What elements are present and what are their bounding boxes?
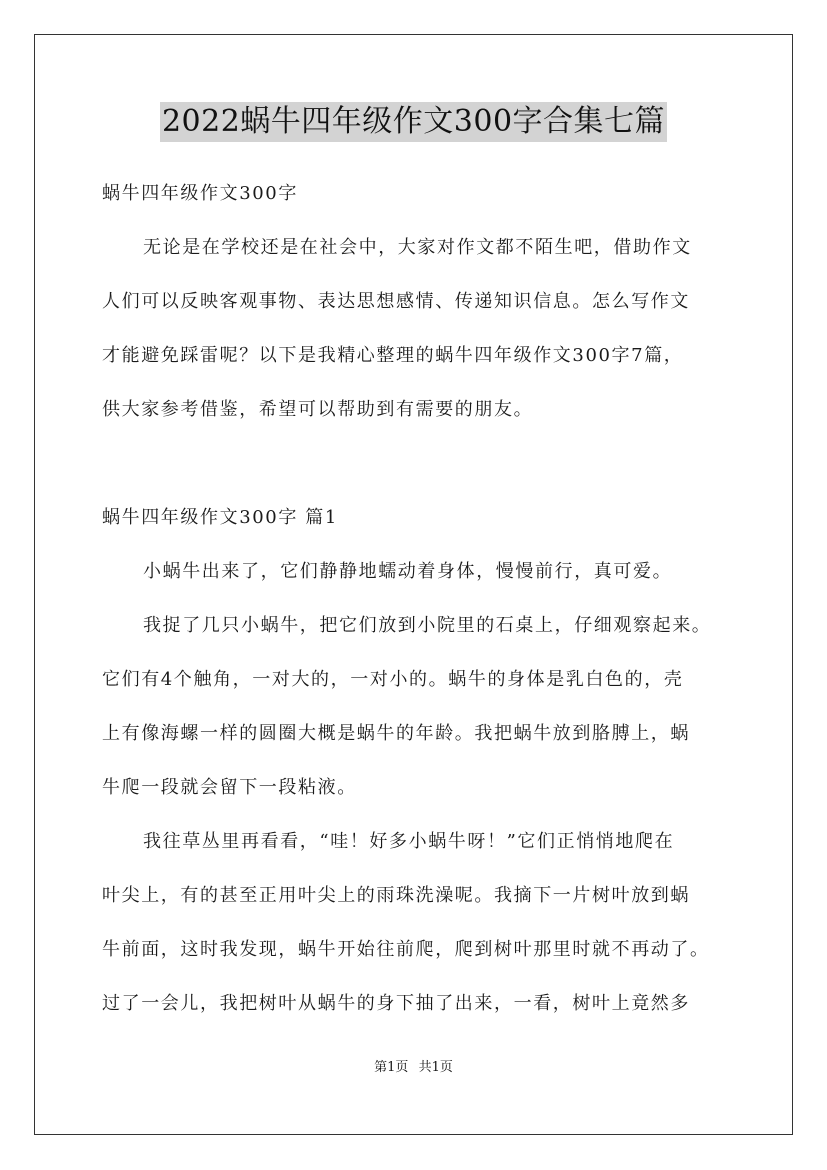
paragraph-line: 人们可以反映客观事物、表达思想感情、传递知识信息。怎么写作文 (102, 291, 690, 312)
paragraph-line: 无论是在学校还是在社会中，大家对作文都不陌生吧，借助作文 (143, 237, 692, 258)
title-container (0, 102, 827, 142)
section-heading: 蜗牛四年级作文300字 篇1 (102, 507, 338, 528)
paragraph-line: 叶尖上，有的甚至正用叶尖上的雨珠洗澡呢。我摘下一片树叶放到蜗 (102, 885, 690, 906)
paragraph-line: 过了一会儿，我把树叶从蜗牛的身下抽了出来，一看，树叶上竟然多 (102, 993, 690, 1014)
paragraph-line: 它们有4个触角，一对大的，一对小的。蜗牛的身体是乳白色的，壳 (102, 669, 684, 690)
paragraph-line: 我捉了几只小蜗牛，把它们放到小院里的石桌上，仔细观察起来。 (143, 615, 712, 636)
paragraph-line: 供大家参考借鉴，希望可以帮助到有需要的朋友。 (102, 399, 534, 420)
section-heading: 蜗牛四年级作文300字 (102, 183, 298, 204)
document-title: 2022蜗牛四年级作文300字合集七篇 (160, 102, 667, 142)
paragraph-line: 牛爬一段就会留下一段粘液。 (102, 777, 357, 798)
page-number: 第1页 (374, 1060, 409, 1075)
paragraph-line: 小蜗牛出来了，它们静静地蠕动着身体，慢慢前行，真可爱。 (143, 561, 673, 582)
paragraph-line: 我往草丛里再看看，“哇！好多小蜗牛呀！”它们正悄悄地爬在 (143, 831, 675, 852)
paragraph-line: 牛前面，这时我发现，蜗牛开始往前爬，爬到树叶那里时就不再动了。 (102, 939, 710, 960)
paragraph-line: 才能避免踩雷呢？以下是我精心整理的蜗牛四年级作文300字7篇， (102, 345, 684, 366)
page-total: 共1页 (418, 1060, 453, 1075)
page-footer (0, 1056, 827, 1075)
paragraph-line: 上有像海螺一样的圆圈大概是蜗牛的年龄。我把蜗牛放到胳膊上，蜗 (102, 723, 690, 744)
